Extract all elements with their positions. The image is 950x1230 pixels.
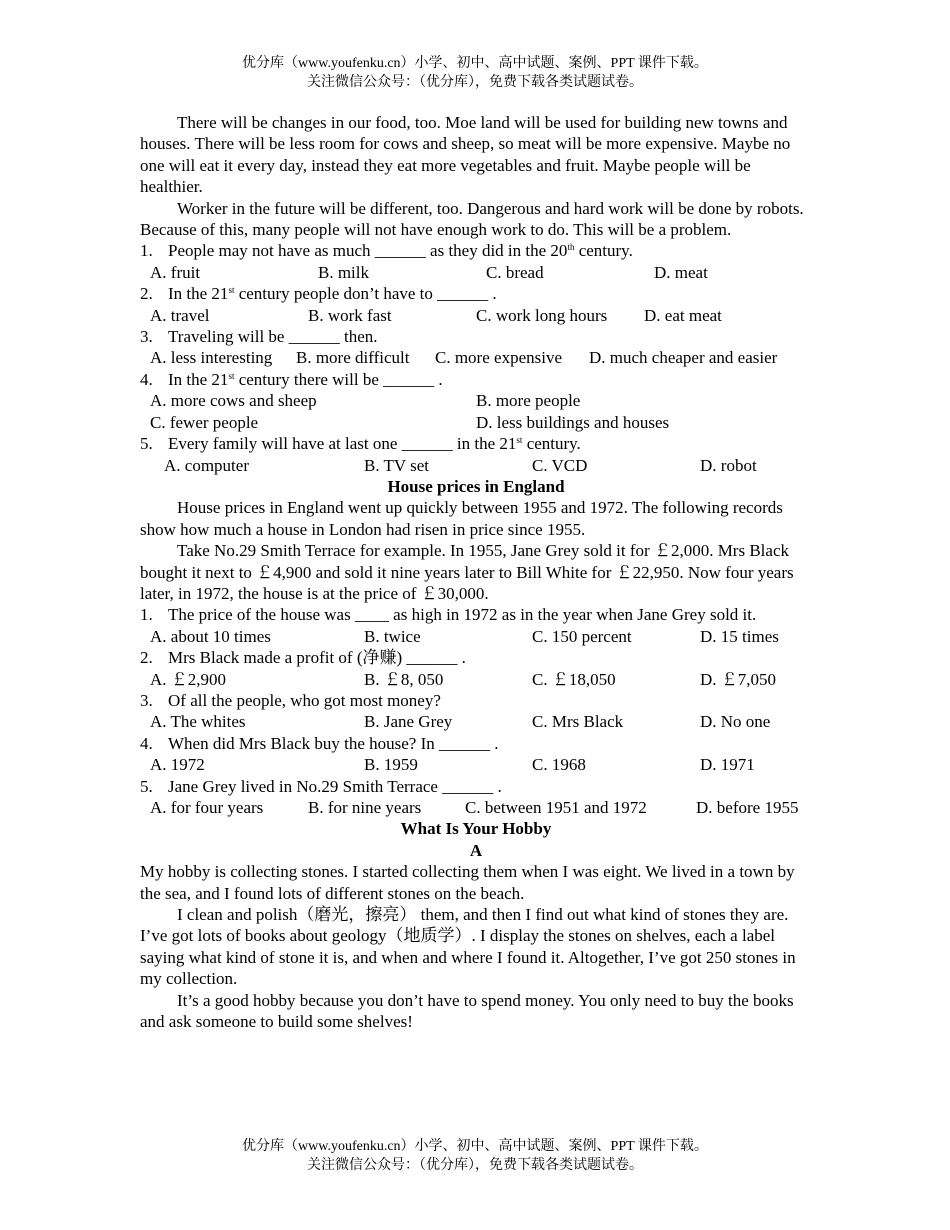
question-number: 3. — [140, 327, 153, 347]
p1-q4-options-row2 — [140, 412, 812, 433]
option-b: B. TV set — [364, 455, 430, 475]
p1-q2-options — [140, 305, 812, 326]
passage3-para3: It’s a good hobby because you don’t have to spend money. You only need to buy the books and ask someone to build some shelves! — [140, 990, 794, 1032]
passage1-para1: There will be changes in our food, too. Moe land will be used for building new towns and houses. There will be less room for cows and sheep, so meat will be more expensive. Maybe no one will eat it every day, instead they eat more vegetables and fruit. Maybe people will be healthier. — [140, 113, 791, 197]
option-b: B. work fast — [308, 305, 392, 325]
question-number: 2. — [140, 648, 153, 668]
option-d: D. 1971 — [700, 755, 755, 775]
option-a: A. less interesting — [150, 348, 273, 368]
p2-question-5 — [140, 776, 812, 797]
question-number: 5. — [140, 776, 153, 796]
p2-q5-options — [140, 797, 812, 818]
passage3-para2: I clean and polish（磨光，擦亮） them, and then I find out what kind of stones they are. I’ve got lots of books about geology（地质学）. I display the stones on shelves, each a label saying what kind of stone it is, and when and where I found it. Altogether, I’ve got 250 stones in my collection. — [140, 905, 796, 989]
document-body — [140, 112, 812, 1032]
footer-line-1: 优分库（www.youfenku.cn）小学、初中、高中试题、案例、PPT 课件下载。 — [242, 1139, 708, 1154]
p1-q4-options-row1 — [140, 390, 812, 411]
option-b: B. Jane Grey — [364, 712, 453, 732]
footer-line-2: 关注微信公众号：（优分库），免费下载各类试题试卷。 — [307, 1158, 643, 1173]
page-footer — [0, 1137, 950, 1175]
option-a: A. more cows and sheep — [150, 391, 317, 411]
option-b: B. more people — [476, 391, 581, 411]
option-d: D. eat meat — [644, 305, 722, 325]
p1-question-1 — [140, 240, 812, 261]
p1-question-4 — [140, 369, 812, 390]
option-a: A. for four years — [150, 798, 264, 817]
passage2-para2: Take No.29 Smith Terrace for example. In 1955, Jane Grey sold it for ￡2,000. Mrs Black bought it next to ￡4,900 and sold it nine years later to Bill White for ￡22,950. Now four years later, in 1972, the house is at the price of ￡30,000. — [140, 541, 794, 603]
passage3-para1: My hobby is collecting stones. I started collecting them when I was eight. We lived in a town by the sea, and I found lots of different stones on the beach. — [140, 862, 795, 903]
option-d: D. No one — [700, 712, 771, 732]
option-a: A. fruit — [150, 262, 201, 282]
question-number: 5. — [140, 434, 153, 454]
superscript: th — [567, 242, 575, 253]
p1-question-3 — [140, 326, 812, 347]
option-c: C. bread — [486, 262, 544, 282]
question-number: 1. — [140, 605, 153, 625]
question-number: 4. — [140, 369, 153, 389]
p2-question-2 — [140, 647, 812, 668]
question-text: Every family will have at last one ______ in the 21 — [168, 434, 517, 454]
question-number: 3. — [140, 690, 153, 710]
option-c: C. fewer people — [150, 412, 259, 432]
option-d: D. meat — [654, 262, 708, 282]
option-b: B. more difficult — [296, 348, 410, 368]
option-a: A. travel — [150, 305, 210, 325]
p1-question-5 — [140, 433, 812, 454]
p2-question-3 — [140, 690, 812, 711]
option-c: C. Mrs Black — [532, 712, 624, 732]
passage1-para2: Worker in the future will be different, too. Dangerous and hard work will be done by robots. Because of this, many people will not have enough work to do. This will be a problem. — [140, 198, 804, 240]
option-d: D. ￡7,050 — [700, 669, 777, 689]
question-text: The price of the house was ____ as high in 1972 as in the year when Jane Grey sold it. — [168, 605, 757, 625]
p1-q3-options — [140, 347, 812, 368]
question-text: Traveling will be ______ then. — [168, 327, 378, 347]
option-b: B. twice — [364, 626, 421, 646]
passage2-title: House prices in England — [387, 476, 565, 496]
option-a: A. about 10 times — [150, 626, 271, 646]
question-text-end: century. — [574, 241, 633, 261]
option-b: B. 1959 — [364, 755, 418, 775]
question-text: In the 21 — [168, 369, 229, 389]
p2-question-4 — [140, 733, 812, 754]
option-a: A. 1972 — [150, 755, 205, 775]
p2-q4-options — [140, 754, 812, 775]
p1-q1-options — [140, 262, 812, 283]
option-a: A. ￡2,900 — [150, 669, 227, 689]
option-c: C. between 1951 and 1972 — [465, 798, 647, 817]
question-text: People may not have as much ______ as they did in the 20 — [168, 241, 568, 261]
option-d: D. robot — [700, 455, 757, 475]
option-d: D. less buildings and houses — [476, 412, 670, 432]
option-d: D. much cheaper and easier — [589, 348, 778, 368]
header-line-1: 优分库（www.youfenku.cn）小学、初中、高中试题、案例、PPT 课件下载。 — [242, 56, 708, 71]
header-line-2: 关注微信公众号：（优分库），免费下载各类试题试卷。 — [307, 75, 643, 90]
option-c: C. work long hours — [476, 305, 608, 325]
option-b: B. milk — [318, 262, 370, 282]
question-text: Mrs Black made a profit of (净赚) ______ . — [168, 648, 466, 668]
option-c: C. 1968 — [532, 755, 586, 775]
p1-q5-options — [140, 455, 812, 476]
question-text: In the 21 — [168, 284, 229, 304]
question-text-end: century there will be ______ . — [234, 369, 443, 389]
option-c: C. VCD — [532, 455, 588, 475]
p1-question-2 — [140, 283, 812, 304]
option-d: D. 15 times — [700, 626, 779, 646]
option-c: C. ￡18,050 — [532, 669, 616, 689]
superscript: st — [228, 285, 235, 296]
question-text: Of all the people, who got most money? — [168, 690, 441, 710]
option-c: C. 150 percent — [532, 626, 632, 646]
question-text: Jane Grey lived in No.29 Smith Terrace ______ . — [168, 776, 502, 796]
question-text-end: century. — [522, 434, 581, 454]
passage3-title: What Is Your Hobby — [400, 819, 552, 839]
superscript: st — [516, 435, 523, 446]
question-text-end: century people don’t have to ______ . — [234, 284, 497, 304]
option-d: D. before 1955 — [696, 798, 799, 817]
question-text: When did Mrs Black buy the house? In ______ . — [168, 733, 499, 753]
option-a: A. computer — [164, 455, 249, 475]
p2-q1-options — [140, 626, 812, 647]
option-b: B. ￡8, 050 — [364, 669, 444, 689]
passage2-para1: House prices in England went up quickly between 1955 and 1972. The following records show how much a house in London had risen in price since 1955. — [140, 498, 783, 539]
passage3-subtitle: A — [469, 840, 483, 860]
option-c: C. more expensive — [435, 348, 562, 368]
question-number: 4. — [140, 733, 153, 753]
page-header — [0, 54, 950, 92]
p2-q3-options — [140, 711, 812, 732]
option-b: B. for nine years — [308, 798, 422, 817]
question-number: 2. — [140, 284, 153, 304]
p2-q2-options — [140, 669, 812, 690]
option-a: A. The whites — [150, 712, 246, 732]
question-number: 1. — [140, 241, 153, 261]
p2-question-1 — [140, 604, 812, 625]
superscript: st — [228, 370, 235, 381]
